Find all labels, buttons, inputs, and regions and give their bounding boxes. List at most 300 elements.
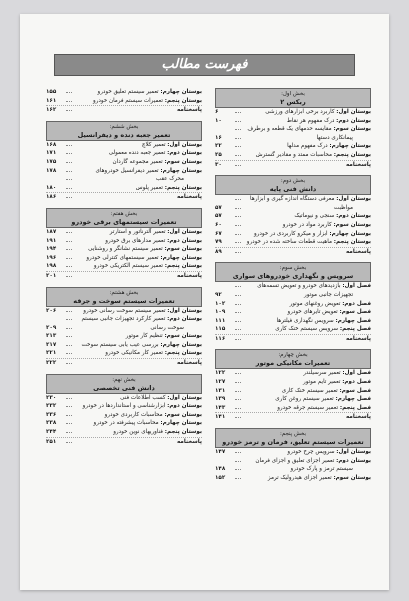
toc-right-column bbox=[215, 88, 371, 488]
leader-dots bbox=[66, 162, 72, 163]
leader-dots bbox=[66, 101, 72, 102]
leader-dots bbox=[66, 432, 72, 433]
leader-dots bbox=[66, 415, 72, 416]
leader-dots bbox=[66, 179, 72, 180]
toc-section bbox=[215, 262, 371, 343]
section-title: تعمیرات سیستم سوخت و جرقه bbox=[73, 296, 175, 305]
entry-title: پاسخنامه bbox=[177, 438, 202, 445]
toc-entry[interactable] bbox=[215, 142, 371, 151]
section-heading bbox=[215, 175, 371, 195]
entry-label: بوستان چهارم: bbox=[329, 230, 371, 237]
leader-dots bbox=[235, 417, 241, 418]
section-title: دانش فنی پایه bbox=[269, 185, 317, 194]
page-number: ۷۹ bbox=[215, 239, 222, 246]
toc-section bbox=[215, 428, 371, 482]
entry-text bbox=[74, 97, 202, 106]
entry-text bbox=[243, 125, 371, 134]
entry-text bbox=[243, 335, 371, 344]
toc-entry[interactable] bbox=[46, 237, 202, 246]
leader-dots bbox=[235, 216, 241, 217]
entry-label: بوستان دوم: bbox=[167, 316, 202, 323]
entry-text bbox=[243, 308, 371, 317]
toc-left-column bbox=[46, 88, 202, 452]
section-heading bbox=[46, 374, 202, 394]
leader-dots bbox=[235, 138, 241, 139]
section-heading bbox=[215, 88, 371, 108]
entry-title: تعمیر آلترناتور و استارتر bbox=[109, 228, 166, 235]
entry-title: بازدیدهای خودرو و تعویض تسمه‌های bbox=[257, 283, 341, 290]
toc-entry[interactable] bbox=[215, 108, 371, 117]
entry-title: تعمیر مدارهای برق خودرو bbox=[105, 237, 166, 244]
entry-title: تعمیر اجزای تعلیق و اجزای فرمان bbox=[255, 457, 335, 464]
entry-label: بوستان اول: bbox=[167, 307, 202, 314]
entry-label: بوستان پنجم: bbox=[333, 239, 371, 246]
entry-text bbox=[243, 238, 371, 247]
toc-entry[interactable] bbox=[46, 254, 202, 263]
entry-label: بوستان سوم: bbox=[164, 333, 202, 340]
entry-label: فصل اول: bbox=[342, 370, 371, 377]
entry-text bbox=[74, 193, 202, 202]
entry-title: تعمیر سیستم روغن کاری bbox=[275, 396, 334, 403]
page-title: فهرست مطالب bbox=[54, 54, 355, 76]
toc-section bbox=[46, 208, 202, 281]
entry-text bbox=[74, 272, 202, 281]
leader-dots bbox=[235, 399, 241, 400]
entry-text bbox=[243, 387, 371, 396]
entry-text bbox=[74, 307, 202, 316]
entry-title: محرک عقب bbox=[155, 176, 184, 183]
leader-dots bbox=[235, 199, 241, 200]
leader-dots bbox=[235, 155, 241, 156]
toc-entry[interactable] bbox=[46, 167, 202, 176]
page-number: ۱۱۵ bbox=[215, 326, 226, 333]
entry-title: پاسخنامه bbox=[346, 335, 371, 342]
entry-text bbox=[243, 448, 371, 457]
toc-entry[interactable] bbox=[215, 395, 371, 404]
entry-label: بوستان سوم: bbox=[164, 246, 202, 253]
entry-title: سوخت رسانی bbox=[150, 324, 184, 331]
toc-entry[interactable] bbox=[46, 419, 202, 428]
leader-dots bbox=[235, 129, 241, 130]
page-number: ۱۵۲ bbox=[215, 474, 226, 481]
leader-dots bbox=[235, 286, 241, 287]
entry-text bbox=[74, 332, 202, 341]
entry-text bbox=[243, 395, 371, 404]
entry-text bbox=[74, 341, 202, 350]
leader-dots bbox=[66, 258, 72, 259]
toc-entry[interactable] bbox=[215, 230, 371, 239]
toc-entry[interactable] bbox=[46, 149, 202, 158]
toc-entry[interactable] bbox=[46, 332, 202, 341]
page-number: ۲۳۰ bbox=[46, 394, 57, 401]
toc-section bbox=[215, 88, 371, 169]
page-number: ۹۲ bbox=[215, 291, 222, 298]
page-number: ۶۷ bbox=[215, 230, 222, 237]
entry-title: پاسخنامه bbox=[177, 107, 202, 114]
entry-label: فصل پنجم: bbox=[339, 404, 371, 411]
entry-label: فصل چهارم: bbox=[335, 317, 371, 324]
entry-title: پیمانکاری دستها bbox=[316, 134, 353, 141]
leader-dots bbox=[235, 208, 241, 209]
page-number: ۱۳۹ bbox=[215, 396, 226, 403]
page-number: ۱۹۸ bbox=[46, 263, 57, 270]
entry-text bbox=[243, 151, 371, 160]
entry-label: بوستان اول: bbox=[336, 196, 371, 203]
answer-key-entry[interactable] bbox=[46, 192, 202, 202]
entry-title: پاسخنامه bbox=[346, 161, 371, 168]
toc-entry[interactable] bbox=[46, 402, 202, 411]
section-title: تعمیرات مکانیکی موتور bbox=[255, 359, 331, 368]
toc-section bbox=[215, 175, 371, 256]
page-number: ۶ bbox=[215, 109, 219, 115]
entry-text bbox=[243, 413, 371, 422]
toc-section bbox=[46, 287, 202, 368]
entry-title: پاسخنامه bbox=[177, 360, 202, 367]
entry-title: تعمیر سیستم سوخت رسانی خودرو bbox=[83, 307, 166, 314]
page-number: ۱۲۲ bbox=[215, 370, 226, 377]
toc-entry[interactable] bbox=[46, 262, 202, 271]
leader-dots bbox=[66, 363, 72, 364]
toc-entry[interactable] bbox=[215, 404, 371, 413]
entry-text bbox=[243, 369, 371, 378]
entry-label: فصل اول: bbox=[342, 283, 371, 290]
page-number: ۱۷۱ bbox=[46, 150, 57, 157]
page-number: ۵۷ bbox=[215, 213, 222, 220]
toc-entry[interactable] bbox=[46, 88, 202, 97]
entry-title: ابزار و میکرو کاربردی در خودرو bbox=[253, 230, 328, 237]
entry-text bbox=[74, 149, 202, 158]
leader-dots bbox=[66, 232, 72, 233]
entry-title: تعمیر مجموعه گاردان bbox=[112, 158, 163, 165]
section-number: بخش چهارم: bbox=[278, 352, 308, 359]
toc-entry[interactable] bbox=[215, 387, 371, 396]
page-number: ۱۸۷ bbox=[46, 228, 57, 235]
section-number: بخش سوم: bbox=[279, 265, 307, 272]
entry-title: ابزارشناسی و استانداردها در خودرو bbox=[82, 403, 166, 410]
entry-title: تجهیزات جانبی موتور bbox=[304, 291, 353, 298]
entry-label: بوستان پنجم: bbox=[333, 151, 371, 158]
entry-label: بوستان پنجم: bbox=[164, 350, 202, 357]
leader-dots bbox=[66, 266, 72, 267]
leader-dots bbox=[235, 234, 241, 235]
entry-text bbox=[243, 212, 371, 221]
leader-dots bbox=[235, 469, 241, 470]
toc-entry[interactable] bbox=[46, 175, 202, 184]
entry-title: محاسبات ممتد و مقادیر گسترش bbox=[255, 151, 332, 158]
entry-label: بوستان سوم: bbox=[164, 158, 202, 165]
toc-entry[interactable] bbox=[215, 221, 371, 230]
entry-text bbox=[243, 465, 371, 474]
page-number: ۲۲۱ bbox=[46, 350, 57, 357]
entry-title: تعمیر سیستمهای کنترلی خودرو bbox=[86, 254, 159, 261]
entry-label: بوستان چهارم: bbox=[329, 143, 371, 150]
entry-label: بوستان سوم: bbox=[333, 126, 371, 133]
answer-key-entry[interactable] bbox=[46, 437, 202, 447]
page-number: ۱۹۱ bbox=[46, 237, 57, 244]
page-number: ۱۴۳ bbox=[215, 404, 226, 411]
page-number: ۱۷۸ bbox=[46, 167, 57, 174]
toc-entry[interactable] bbox=[215, 474, 371, 483]
page-number: ۶۰ bbox=[215, 221, 222, 228]
leader-dots bbox=[235, 304, 241, 305]
entry-label: فصل دوم: bbox=[342, 300, 371, 307]
entry-label: بوستان دوم: bbox=[167, 150, 202, 157]
entry-label: بوستان چهارم: bbox=[160, 167, 202, 174]
leader-dots bbox=[235, 242, 241, 243]
answer-key-entry[interactable] bbox=[215, 412, 371, 422]
entry-text bbox=[243, 161, 371, 170]
entry-text bbox=[243, 195, 371, 204]
page-number: ۲۲۲ bbox=[46, 360, 57, 367]
toc-entry[interactable] bbox=[46, 245, 202, 254]
toc-entry[interactable] bbox=[215, 465, 371, 474]
toc-entry[interactable] bbox=[46, 315, 202, 324]
toc-entry[interactable] bbox=[215, 325, 371, 334]
entry-text bbox=[74, 262, 202, 271]
page-number: ۱۸۶ bbox=[46, 194, 57, 201]
toc-section bbox=[46, 374, 202, 447]
leader-dots bbox=[235, 373, 241, 374]
entry-text bbox=[74, 237, 202, 246]
answer-key-entry[interactable] bbox=[46, 105, 202, 115]
leader-dots bbox=[235, 121, 241, 122]
toc-entry[interactable] bbox=[46, 158, 202, 167]
entry-title: تعمیرات سیستم فرمان خودرو bbox=[92, 97, 163, 104]
leader-dots bbox=[66, 311, 72, 312]
entry-text bbox=[243, 248, 371, 257]
page-number: ۲۵ bbox=[215, 151, 222, 158]
entry-label: بوستان چهارم: bbox=[160, 420, 202, 427]
entry-label: فصل پنجم: bbox=[339, 326, 371, 333]
entry-text bbox=[243, 317, 371, 326]
leader-dots bbox=[235, 225, 241, 226]
toc-entry[interactable] bbox=[46, 307, 202, 316]
leader-dots bbox=[235, 452, 241, 453]
toc-entry[interactable] bbox=[215, 282, 371, 291]
toc-entry[interactable] bbox=[215, 457, 371, 466]
page-number: ۳۰ bbox=[215, 161, 222, 168]
entry-text bbox=[74, 228, 202, 237]
leader-dots bbox=[235, 312, 241, 313]
toc-entry[interactable] bbox=[215, 378, 371, 387]
entry-title: معرفی دستگاه اندازه گیری و ابزارها bbox=[250, 196, 335, 203]
entry-title: سنجی و نیوماتیک bbox=[294, 213, 335, 220]
entry-title: تعمیر سرسیلندر bbox=[303, 370, 341, 377]
leader-dots bbox=[235, 165, 241, 166]
entry-title: فناوریهای نوین خودرو bbox=[113, 429, 163, 436]
entry-label: بوستان پنجم: bbox=[164, 97, 202, 104]
entry-text bbox=[74, 428, 202, 437]
entry-text bbox=[243, 378, 371, 387]
entry-title: سیستم ترمز و پارک خودرو bbox=[290, 466, 353, 473]
entry-text bbox=[74, 411, 202, 420]
entry-text bbox=[243, 300, 371, 309]
entry-text bbox=[243, 230, 371, 239]
section-number: بخش پنجم: bbox=[279, 431, 307, 438]
entry-label: فصل سوم: bbox=[339, 387, 371, 394]
entry-text bbox=[243, 134, 371, 143]
entry-title: تنظیم کار موتور bbox=[125, 333, 163, 340]
toc-entry[interactable] bbox=[215, 195, 371, 204]
entry-text bbox=[74, 245, 202, 254]
toc-entry[interactable] bbox=[215, 369, 371, 378]
leader-dots bbox=[66, 319, 72, 320]
page-number: ۲۳۶ bbox=[46, 411, 57, 418]
leader-dots bbox=[66, 92, 72, 93]
entry-title: سرویس سیستم خنک کاری bbox=[275, 326, 339, 333]
leader-dots bbox=[235, 382, 241, 383]
page-number: ۱۰ bbox=[215, 117, 222, 124]
leader-dots bbox=[235, 478, 241, 479]
toc-entry[interactable] bbox=[46, 411, 202, 420]
entry-title: تعمیر تایم موتور bbox=[303, 379, 341, 386]
entry-label: بوستان اول: bbox=[167, 228, 202, 235]
entry-text bbox=[243, 291, 371, 300]
page-number: ۵۷ bbox=[215, 204, 222, 211]
toc-entry[interactable] bbox=[46, 341, 202, 350]
entry-label: بوستان دوم: bbox=[336, 117, 371, 124]
entry-text bbox=[74, 158, 202, 167]
entry-title: تعمیر سیستم الکتریکی خودرو bbox=[93, 263, 163, 270]
entry-title: تعمیر کار مکانیکی خودرو bbox=[105, 350, 163, 357]
entry-text bbox=[243, 108, 371, 117]
entry-text bbox=[74, 349, 202, 358]
toc-entry[interactable] bbox=[215, 291, 371, 300]
entry-title: تعمیر کارکرد تجهیزات جانبی سیستم bbox=[81, 316, 166, 323]
entry-text bbox=[74, 167, 202, 176]
section-number: بخش هفتم: bbox=[110, 210, 138, 217]
section-title: ربکس ۲ bbox=[280, 98, 306, 106]
leader-dots bbox=[66, 171, 72, 172]
leader-dots bbox=[66, 328, 72, 329]
toc-entry[interactable] bbox=[215, 117, 371, 126]
entry-label: بوستان پنجم: bbox=[164, 429, 202, 436]
toc-entry[interactable] bbox=[215, 134, 371, 143]
entry-title: تعمیر کلاچ bbox=[141, 141, 166, 148]
entry-title: تعمیر سیستم خنک کاری bbox=[281, 387, 338, 394]
answer-key-entry[interactable] bbox=[215, 160, 371, 170]
page-number: ۱۹۶ bbox=[46, 254, 57, 261]
entry-text bbox=[74, 394, 202, 403]
entry-title: تعمیر سیستم جرقه خودرو bbox=[277, 404, 339, 411]
toc-entry[interactable] bbox=[215, 212, 371, 221]
page-number: ۱۰۲ bbox=[215, 300, 226, 307]
toc-entry[interactable] bbox=[46, 428, 202, 437]
leader-dots bbox=[66, 276, 72, 277]
leader-dots bbox=[235, 329, 241, 330]
leader-dots bbox=[235, 408, 241, 409]
entry-text bbox=[243, 204, 371, 213]
entry-text bbox=[74, 88, 202, 97]
entry-label: بوستان اول: bbox=[336, 449, 371, 456]
leader-dots bbox=[66, 345, 72, 346]
leader-dots bbox=[66, 197, 72, 198]
section-title: سرویس و نگهداری خودروهای سواری bbox=[232, 272, 354, 281]
entry-label: بوستان چهارم: bbox=[160, 341, 202, 348]
page-number: ۱۶۸ bbox=[46, 141, 57, 148]
answer-key-entry[interactable] bbox=[46, 271, 202, 281]
toc-entry[interactable] bbox=[46, 394, 202, 403]
leader-dots bbox=[66, 188, 72, 189]
leader-dots bbox=[66, 249, 72, 250]
page-number: ۱۹۴ bbox=[46, 246, 57, 253]
entry-text bbox=[243, 282, 371, 291]
toc-entry[interactable] bbox=[215, 317, 371, 326]
toc-entry[interactable] bbox=[46, 184, 202, 193]
section-heading bbox=[46, 121, 202, 141]
toc-entry[interactable] bbox=[46, 349, 202, 358]
entry-label: بوستان سوم: bbox=[333, 474, 371, 481]
toc-entry[interactable] bbox=[46, 141, 202, 150]
page-number: ۲۰۹ bbox=[46, 324, 57, 331]
entry-text bbox=[243, 142, 371, 151]
page-number: ۸۹ bbox=[215, 248, 222, 255]
toc-entry[interactable] bbox=[215, 204, 371, 213]
entry-label: فصل چهارم: bbox=[335, 396, 371, 403]
toc-entry[interactable] bbox=[215, 151, 371, 160]
leader-dots bbox=[66, 153, 72, 154]
page-number: ۱۷۵ bbox=[46, 158, 57, 165]
page-number: ۲۰۱ bbox=[46, 272, 57, 279]
leader-dots bbox=[66, 145, 72, 146]
entry-title: تعویض تایرهای خودرو bbox=[287, 309, 338, 316]
page-number: ۱۵۵ bbox=[46, 89, 57, 95]
entry-text bbox=[243, 117, 371, 126]
section-number: بخش هشتم: bbox=[109, 289, 139, 296]
leader-dots bbox=[235, 146, 241, 147]
toc-entry[interactable] bbox=[215, 125, 371, 134]
page-number: ۱۱۶ bbox=[215, 335, 226, 342]
toc-entry[interactable] bbox=[46, 324, 202, 333]
entry-text bbox=[243, 221, 371, 230]
answer-key-entry[interactable] bbox=[215, 247, 371, 257]
entry-text bbox=[74, 315, 202, 324]
entry-title: تعمیر پلوس bbox=[135, 184, 163, 191]
entry-label: بوستان سوم: bbox=[164, 411, 202, 418]
page-number: ۱۰۹ bbox=[215, 309, 226, 316]
entry-title: تعمیر سیستم نشانگر و روشنایی bbox=[88, 246, 163, 253]
entry-title: کسب اطلاعات فنی bbox=[120, 394, 166, 401]
toc-entry[interactable] bbox=[215, 238, 371, 247]
entry-label: بوستان دوم: bbox=[336, 213, 371, 220]
section-title: تعمیرات سیستمهای برقی خودرو bbox=[71, 217, 177, 226]
entry-label: بوستان پنجم: bbox=[164, 184, 202, 191]
entry-title: مقایسه حدمهای یک قطعه و برطرف bbox=[247, 126, 332, 133]
leader-dots bbox=[235, 391, 241, 392]
entry-text bbox=[243, 325, 371, 334]
leader-dots bbox=[66, 110, 72, 111]
leader-dots bbox=[66, 398, 72, 399]
entry-text bbox=[243, 404, 371, 413]
toc-entry[interactable] bbox=[215, 448, 371, 457]
answer-key-entry[interactable] bbox=[46, 358, 202, 368]
entry-text bbox=[243, 474, 371, 483]
toc-section bbox=[46, 121, 202, 202]
entry-label: بوستان چهارم: bbox=[160, 254, 202, 261]
toc-entry[interactable] bbox=[215, 308, 371, 317]
entry-label: بوستان اول: bbox=[336, 109, 371, 115]
toc-entry[interactable] bbox=[46, 97, 202, 106]
book-page bbox=[20, 14, 389, 590]
entry-title: ماهیت قطعات ساخته شده در خودرو bbox=[246, 239, 332, 246]
entry-label: بوستان پنجم: bbox=[164, 263, 202, 270]
section-heading bbox=[215, 349, 371, 369]
leader-dots bbox=[235, 461, 241, 462]
toc-entry[interactable] bbox=[215, 300, 371, 309]
toc-entry[interactable] bbox=[46, 228, 202, 237]
entry-title: درک مفهوم مدلها bbox=[287, 143, 328, 150]
answer-key-entry[interactable] bbox=[215, 334, 371, 344]
